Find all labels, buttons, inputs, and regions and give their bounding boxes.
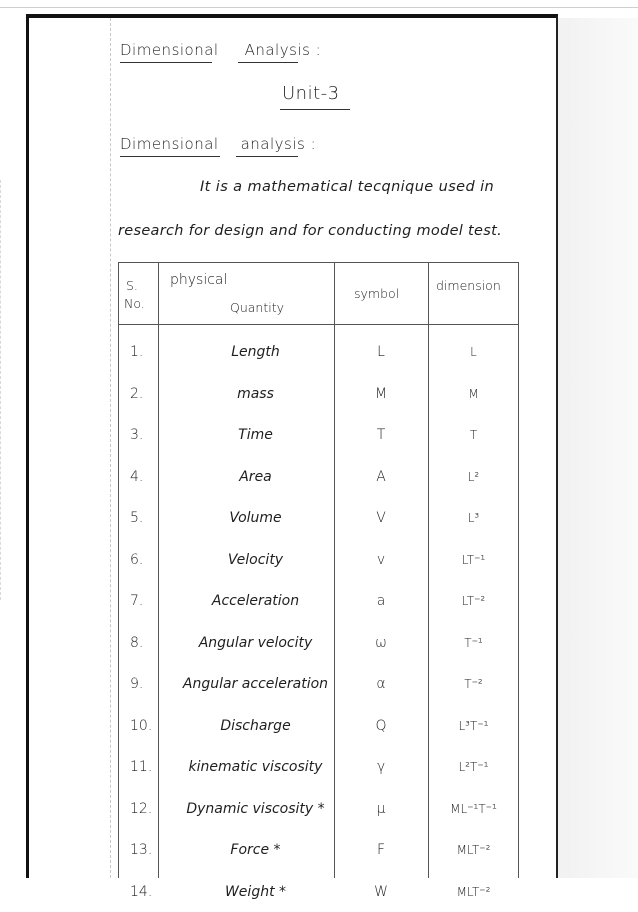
row-symbol: F bbox=[376, 842, 386, 858]
row-dimension: L² bbox=[467, 469, 480, 484]
table-row bbox=[118, 623, 519, 663]
row-symbol: v bbox=[376, 551, 386, 568]
row-quantity: Length bbox=[231, 344, 280, 360]
row-quantity: Angular velocity bbox=[198, 634, 313, 651]
unit-underline bbox=[280, 109, 350, 110]
row-quantity: Acceleration bbox=[211, 593, 300, 609]
row-number: 5. bbox=[130, 510, 144, 526]
row-number: 13. bbox=[130, 842, 153, 858]
unit-label: Unit-3 bbox=[282, 83, 340, 104]
row-number: 3. bbox=[130, 427, 144, 443]
row-symbol: T bbox=[376, 427, 386, 443]
row-dimension: ML⁻¹T⁻¹ bbox=[450, 801, 497, 816]
header-quantity-line1: physical bbox=[170, 272, 228, 288]
paragraph-line-1: It is a mathematical tecqnique used in bbox=[200, 179, 495, 195]
row-quantity: Weight * bbox=[224, 883, 287, 900]
section-word-1: Dimensional bbox=[120, 135, 219, 153]
row-number: 2. bbox=[130, 385, 144, 402]
table-row bbox=[118, 581, 519, 621]
paragraph-line-2: research for design and for conducting model test. bbox=[118, 223, 502, 239]
section-heading bbox=[120, 135, 316, 153]
table-row bbox=[118, 747, 519, 787]
row-dimension: L³T⁻¹ bbox=[458, 718, 489, 733]
row-dimension: LT⁻¹ bbox=[461, 552, 486, 567]
section-word-2: analysis : bbox=[240, 135, 317, 153]
row-dimension: T bbox=[469, 428, 478, 442]
table-row bbox=[118, 830, 519, 870]
row-symbol: α bbox=[376, 676, 386, 692]
row-dimension: L bbox=[470, 345, 477, 359]
row-dimension: MLT⁻² bbox=[456, 884, 491, 899]
row-symbol: a bbox=[376, 593, 386, 609]
row-number: 12. bbox=[130, 800, 153, 817]
row-quantity: Velocity bbox=[227, 551, 284, 568]
row-dimension: M bbox=[468, 386, 479, 401]
row-quantity: Volume bbox=[229, 510, 282, 526]
row-quantity: mass bbox=[237, 385, 274, 402]
header-sno-line1: S. bbox=[126, 278, 138, 293]
row-number: 11. bbox=[130, 759, 153, 775]
margin-line bbox=[110, 18, 112, 878]
row-quantity: Force * bbox=[230, 842, 281, 858]
row-quantity: Angular acceleration bbox=[182, 676, 329, 692]
document-title bbox=[120, 41, 321, 59]
row-number: 1. bbox=[130, 344, 144, 360]
title-word-2: Analysis : bbox=[244, 41, 322, 59]
table-row bbox=[118, 457, 519, 497]
row-symbol: μ bbox=[376, 800, 386, 817]
row-number: 4. bbox=[130, 468, 144, 485]
page-top-edge bbox=[0, 7, 638, 8]
row-symbol: W bbox=[374, 883, 388, 900]
row-symbol: γ bbox=[376, 759, 386, 775]
left-edge-shadow bbox=[0, 180, 3, 600]
title-underline-1 bbox=[120, 62, 212, 63]
table-row bbox=[118, 332, 519, 372]
section-underline-1 bbox=[120, 156, 220, 157]
header-dimension: dimension bbox=[436, 278, 501, 293]
row-quantity: Time bbox=[238, 427, 273, 443]
row-quantity: kinematic viscosity bbox=[188, 759, 323, 775]
table-row bbox=[118, 706, 519, 746]
title-word-1: Dimensional bbox=[120, 41, 219, 59]
row-dimension: MLT⁻² bbox=[456, 843, 491, 857]
table-row bbox=[118, 789, 519, 829]
title-underline-2 bbox=[238, 62, 298, 63]
header-sno-line2: No. bbox=[124, 296, 145, 311]
table-row bbox=[118, 415, 519, 455]
table-row bbox=[118, 374, 519, 414]
table-row bbox=[118, 540, 519, 580]
row-symbol: M bbox=[374, 385, 388, 402]
row-dimension: L²T⁻¹ bbox=[458, 760, 489, 774]
section-underline-2 bbox=[236, 156, 298, 157]
table-header-divider bbox=[118, 324, 519, 325]
row-dimension: L³ bbox=[467, 511, 480, 525]
header-quantity-line2: Quantity bbox=[230, 300, 285, 315]
header-symbol: symbol bbox=[354, 286, 400, 301]
row-symbol: ω bbox=[375, 634, 387, 651]
row-quantity: Dynamic viscosity * bbox=[186, 800, 325, 817]
row-number: 9. bbox=[130, 676, 144, 692]
table-row bbox=[118, 498, 519, 538]
row-number: 8. bbox=[130, 634, 144, 651]
row-number: 6. bbox=[130, 551, 144, 568]
row-symbol: V bbox=[376, 510, 386, 526]
row-quantity: Area bbox=[239, 468, 272, 485]
row-number: 10. bbox=[130, 717, 153, 734]
row-symbol: Q bbox=[375, 717, 387, 734]
row-symbol: L bbox=[377, 344, 385, 360]
row-quantity: Discharge bbox=[220, 717, 291, 734]
dimension-table bbox=[118, 262, 519, 900]
table-row bbox=[118, 664, 519, 704]
row-dimension: T⁻² bbox=[464, 677, 483, 691]
row-dimension: T⁻¹ bbox=[464, 635, 483, 650]
right-margin-shadow bbox=[556, 18, 638, 878]
table-top-border bbox=[118, 262, 519, 263]
row-number: 14. bbox=[130, 883, 153, 900]
row-number: 7. bbox=[130, 593, 144, 609]
row-dimension: LT⁻² bbox=[461, 594, 486, 608]
row-symbol: A bbox=[376, 468, 386, 485]
